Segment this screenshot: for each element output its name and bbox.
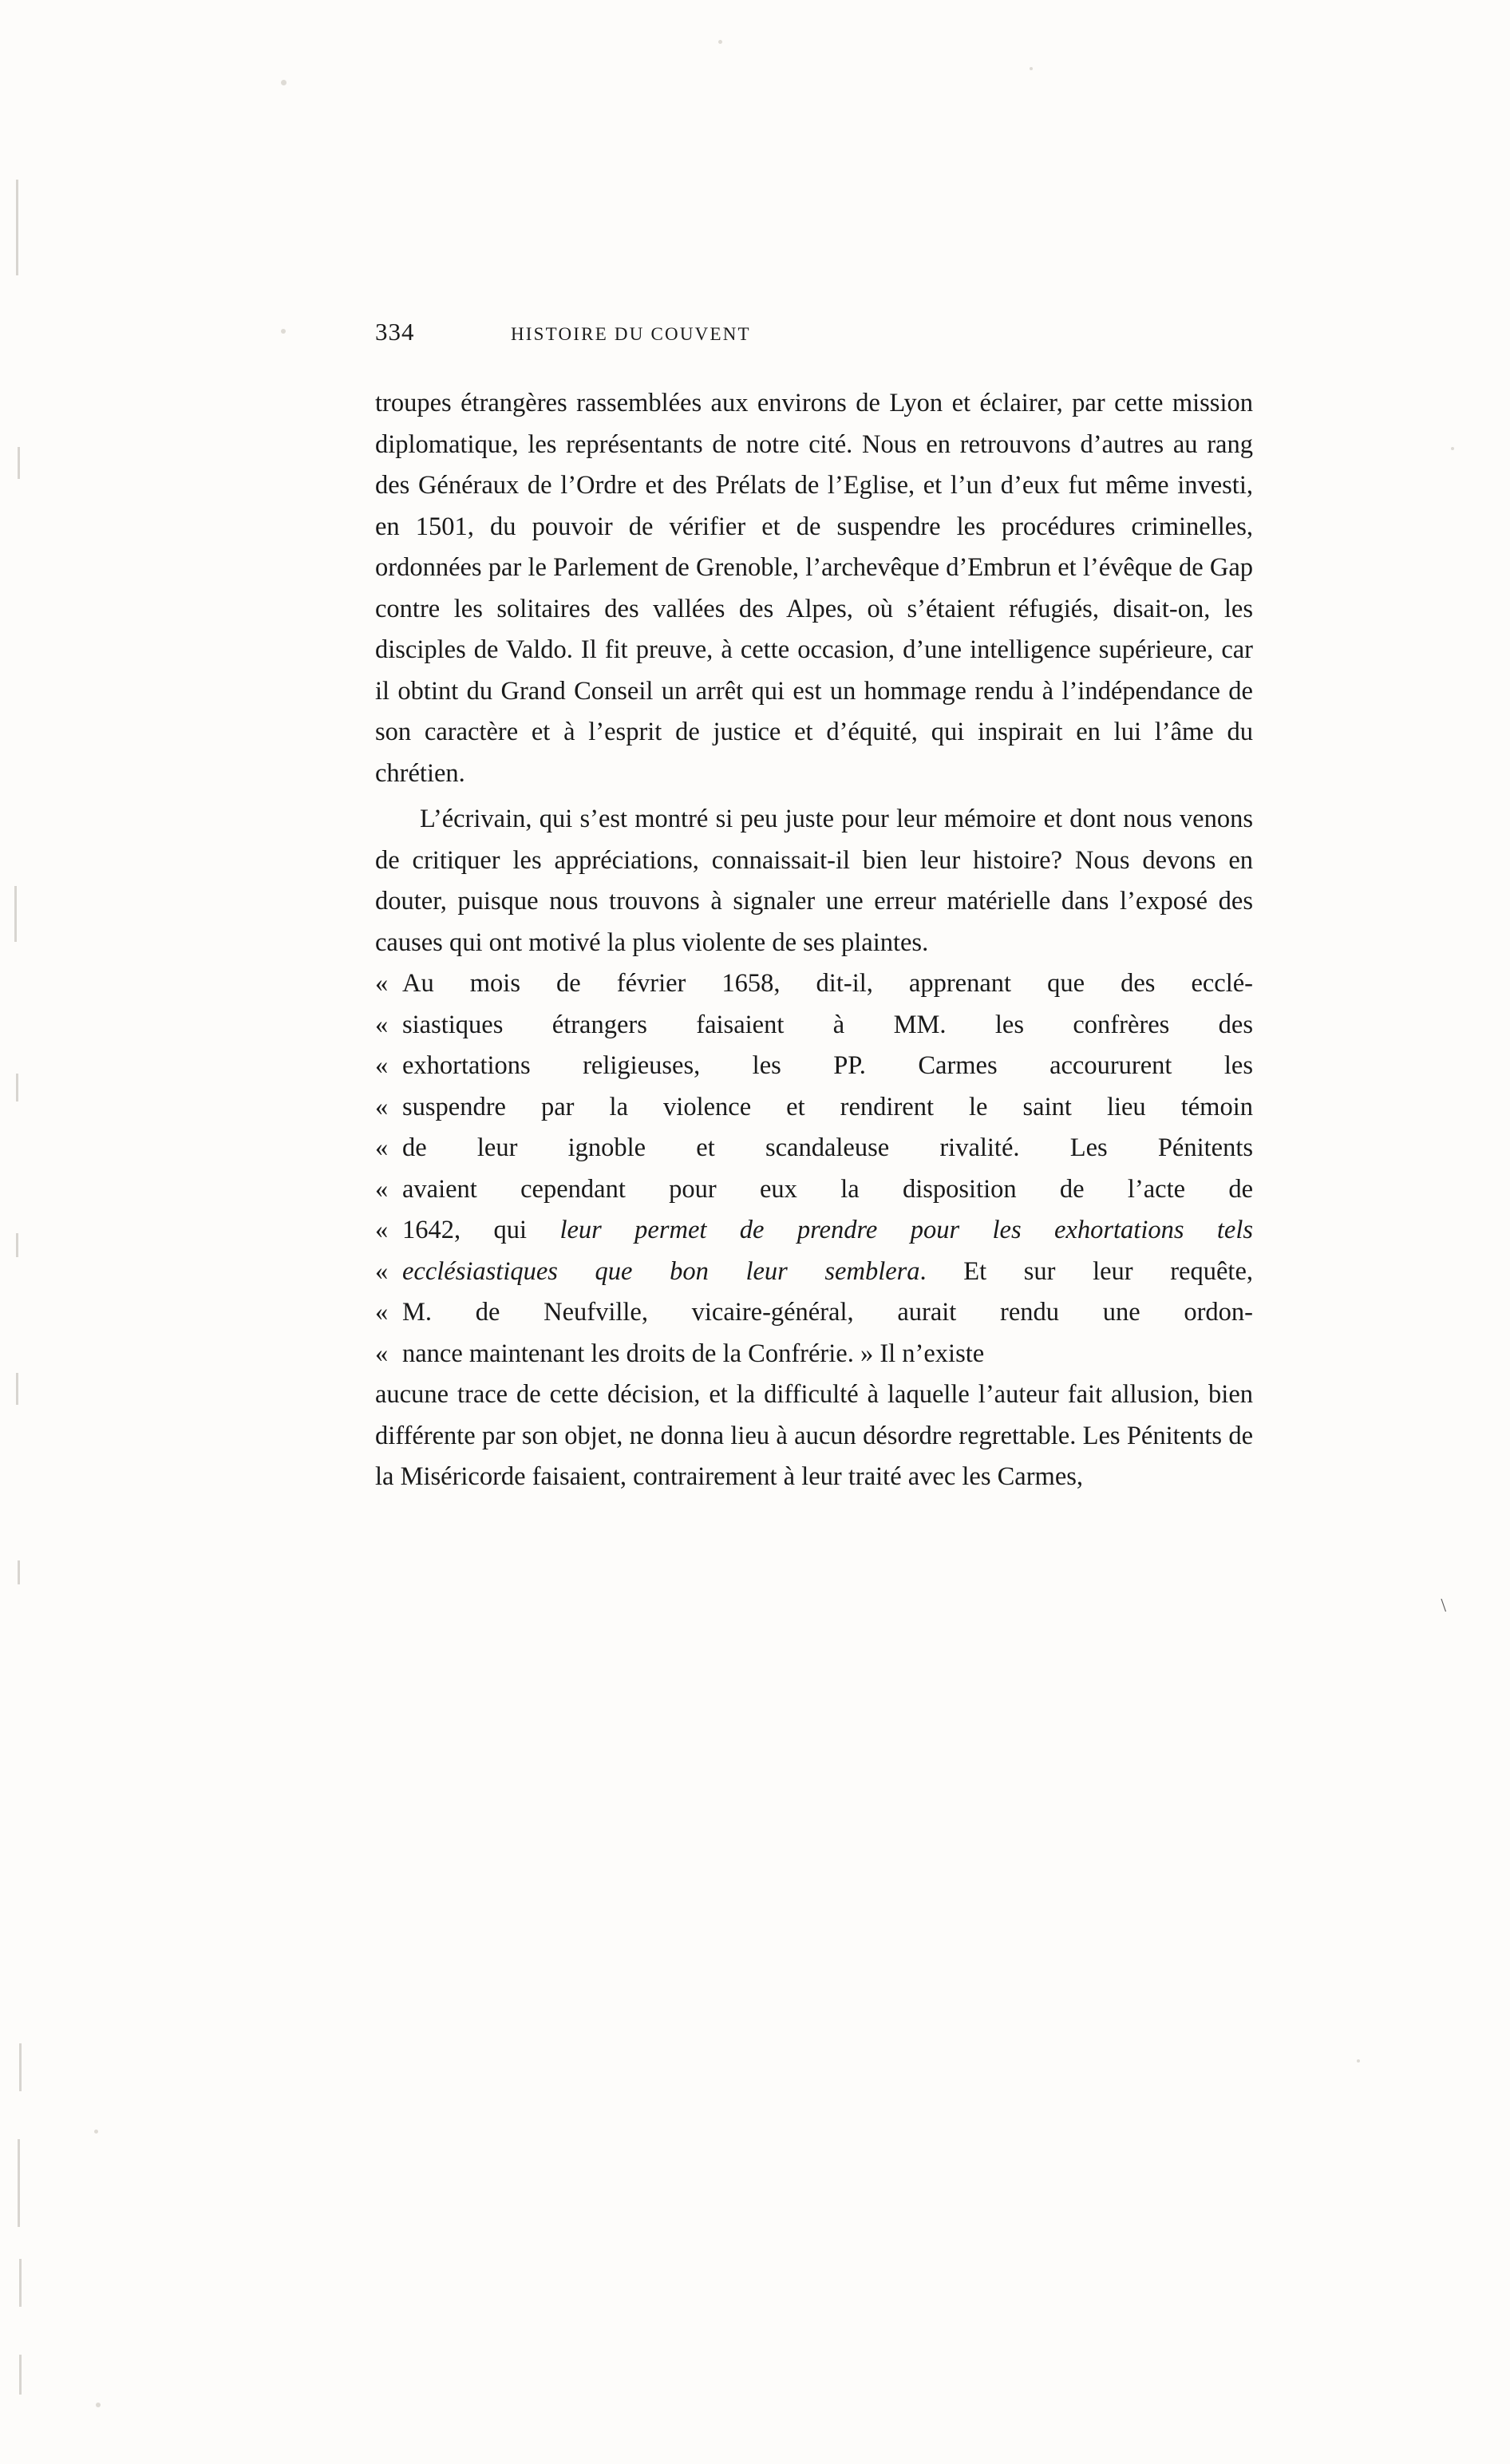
scan-speck xyxy=(1357,2059,1360,2063)
quote-line-text: M. de Neufville, vicaire-général, aurait rendu une ordon- xyxy=(402,1298,1253,1327)
quote-text-plain: 1642, qui xyxy=(402,1216,560,1244)
quote-line xyxy=(375,1046,1253,1087)
quote-text-plain-after: . Et sur leur requête, xyxy=(919,1256,1253,1286)
scan-speck xyxy=(281,80,287,85)
page-number: 334 xyxy=(375,318,415,346)
quote-mark: « xyxy=(375,1339,389,1368)
quote-line-text: Au mois de février 1658, dit-il, apprenant que des ecclé- xyxy=(402,969,1253,998)
quote-mark: « xyxy=(375,1174,389,1204)
paragraph-tail: aucune trace de cette décision, et la difficulté à laquelle l’auteur fait allusion, bien différente par son objet, ne donna lieu à aucun désordre regrettable. Les Pénitents de la Miséricorde faisaient, contrairement à leur traité avec les Carmes, xyxy=(375,1380,1253,1491)
quote-line-text: siastiques étrangers faisaient à MM. les confrères des xyxy=(402,1010,1253,1039)
quotation-block xyxy=(375,963,1253,1374)
scan-speck xyxy=(94,2130,98,2134)
scan-speck xyxy=(1451,447,1454,450)
quote-line xyxy=(375,963,1253,1005)
quote-text-italic: ecclésiastiques que bon leur semblera xyxy=(402,1256,920,1286)
quote-line-text: avaient cependant pour eux la disposition de l’acte de xyxy=(402,1174,1253,1204)
quote-line xyxy=(375,1128,1253,1169)
paragraph-1: troupes étrangères rassemblées aux environs de Lyon et éclairer, par cette mission diplomatique, les représentants de notre cité. Nous en retrouvons d’autres au rang des Généraux de l’Ordre et des Prélats de l’Eglise, et l’un d’eux fut même investi, en 1501, du pouvoir de vérifier et de suspendre les procédures criminelles, ordonnées par le Parlement de Grenoble, l’archevêque d’Embrun et l’évêque de Gap contre les solitaires des vallées des Alpes, où s’étaient réfugiés, disait-on, les disciples de Valdo. Il fit preuve, à cette occasion, d’une intelligence supérieure, car il obtint du Grand Conseil un arrêt qui est un hommage rendu à l’indépendance de son caractère et à l’esprit de justice et d’équité, qui inspirait en lui l’âme du chrétien. xyxy=(375,389,1253,788)
quote-line xyxy=(375,1292,1253,1334)
quote-line-italic xyxy=(375,1252,1253,1293)
scan-speck xyxy=(96,2403,101,2407)
quote-mark: « xyxy=(375,1051,389,1080)
quote-line-italic xyxy=(375,1210,1253,1252)
page-content xyxy=(375,318,1253,1498)
scan-speck xyxy=(1030,67,1033,70)
quote-line xyxy=(375,1334,1253,1375)
quote-line xyxy=(375,1087,1253,1129)
quote-mark: « xyxy=(375,1133,389,1162)
quote-mark: « xyxy=(375,1256,389,1286)
quote-mark: « xyxy=(375,1298,389,1327)
paragraph-2: L’écrivain, qui s’est montré si peu juste pour leur mémoire et dont nous venons de critiquer les appréciations, connaissait-il bien leur histoire? Nous devons en douter, puisque nous trouvons à signaler une erreur matérielle dans l’exposé des causes qui ont motivé la plus violente de ses plaintes. xyxy=(375,805,1253,957)
running-head-title: HISTOIRE DU COUVENT xyxy=(511,324,751,344)
quote-mark: « xyxy=(375,969,389,998)
quote-mark: « xyxy=(375,1092,389,1121)
quote-line xyxy=(375,1005,1253,1046)
quote-line-text: nance maintenant les droits de la Confrérie. » Il n’existe xyxy=(402,1339,985,1368)
quote-line-text: exhortations religieuses, les PP. Carmes accoururent les xyxy=(402,1051,1253,1080)
running-head xyxy=(375,318,1253,346)
quote-line-text: suspendre par la violence et rendirent le saint lieu témoin xyxy=(402,1092,1253,1121)
quote-mark: « xyxy=(375,1216,389,1244)
quote-mark: « xyxy=(375,1010,389,1039)
quote-line-text: de leur ignoble et scandaleuse rivalité. Les Pénitents xyxy=(402,1133,1253,1162)
quote-line xyxy=(375,1169,1253,1211)
scan-speck xyxy=(718,40,722,44)
margin-mark: \ xyxy=(1441,1596,1446,1616)
scan-speck xyxy=(281,329,286,334)
quote-text-italic: leur permet de prendre pour les exhortations tels xyxy=(559,1216,1254,1244)
